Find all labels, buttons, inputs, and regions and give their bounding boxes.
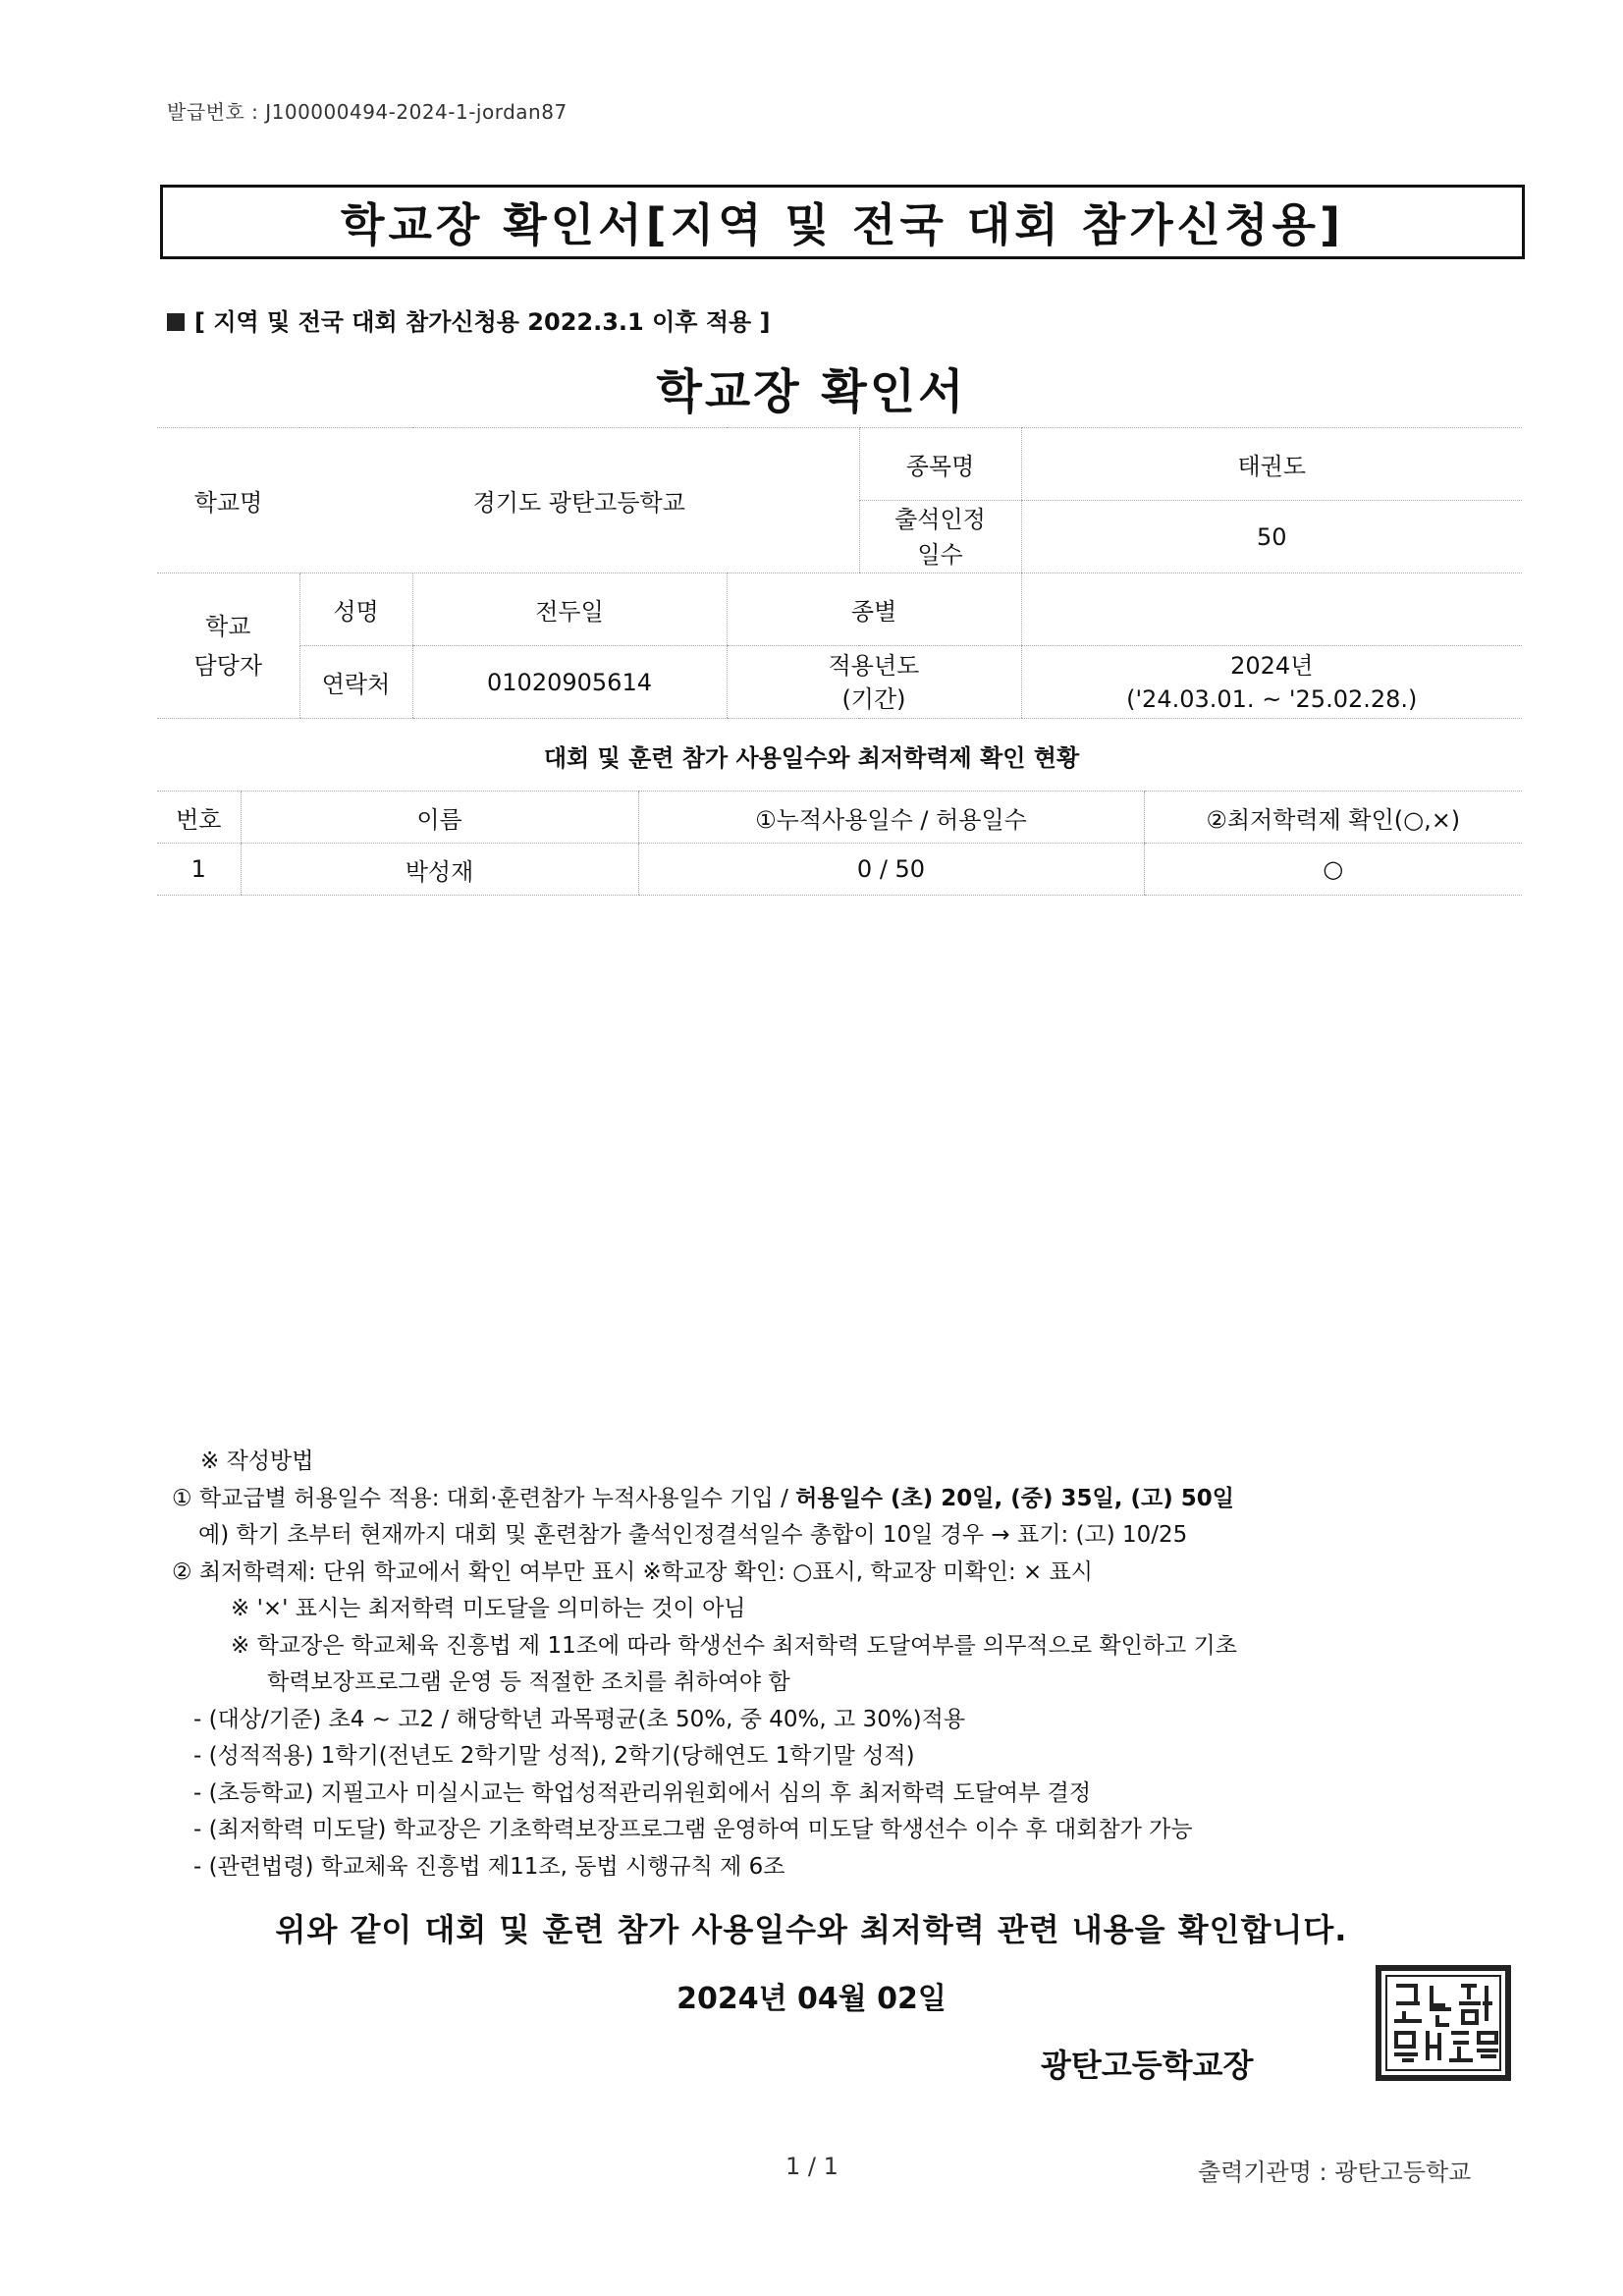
section-title: 대회 및 훈련 참가 사용일수와 최저학력제 확인 현황 (543, 744, 1080, 772)
contact-label: 연락처 (299, 646, 412, 719)
issue-date: 2024년 04월 02일 (676, 1982, 947, 2016)
row-days: 0 / 50 (638, 844, 1144, 896)
event-value: 태권도 (1021, 428, 1522, 501)
subtitle: [ 지역 및 전국 대회 참가신청용 2022.3.1 이후 적용 ] (194, 308, 771, 336)
year-label: 적용년도 (기간) (727, 646, 1021, 719)
note-line-2: 예) 학기 초부터 현재까지 대회 및 훈련참가 출석인정결석일수 총합이 10일 경우 → 표기: (고) 10/25 (198, 1522, 1188, 1548)
header-name: 이름 (241, 792, 638, 844)
header-no: 번호 (157, 792, 241, 844)
issue-number: 발급번호 : J100000494-2024-1-jordan87 (167, 100, 568, 124)
confirm-statement: 위와 같이 대회 및 훈련 참가 사용일수와 최저학력 관련 내용을 확인합니다. (275, 1911, 1348, 1948)
page-number: 1 / 1 (785, 2153, 839, 2180)
note-line-8: - (성적적용) 1학기(전년도 2학기말 성적), 2학기(당해연도 1학기말 성적) (193, 1743, 915, 1769)
school-label: 학교명 (157, 428, 299, 574)
note-line-11: - (관련법령) 학교체육 진흥법 제11조, 동법 시행규칙 제 6조 (193, 1853, 785, 1880)
school-seal-icon (1375, 1964, 1512, 2082)
note-line-3: ② 최저학력제: 단위 학교에서 확인 여부만 표시 ※학교장 확인: ○표시, 학교장 미확인: × 표시 (172, 1558, 1094, 1585)
note-line-1: ① 학교급별 허용일수 적용: 대회·훈련참가 누적사용일수 기입 / 허용일수 (초) 20일, (중) 35일, (고) 50일 (172, 1485, 1234, 1511)
principal-name: 광탄고등학교장 (1041, 2047, 1254, 2084)
kind-value (1021, 574, 1522, 646)
info-table (157, 427, 1522, 719)
table-header-row (157, 792, 1522, 844)
square-bullet-icon (167, 313, 185, 331)
document-title: 학교장 확인서 (656, 364, 967, 419)
event-label: 종목명 (859, 428, 1021, 501)
header-days: ①누적사용일수 / 허용일수 (638, 792, 1144, 844)
issuer-name: 출력기관명 : 광탄고등학교 (1198, 2159, 1472, 2186)
table-row (157, 844, 1522, 896)
note-line-9: - (초등학교) 지필고사 미실시교는 학업성적관리위원회에서 심의 후 최저학력 도달여부 결정 (193, 1779, 1092, 1806)
row-no: 1 (157, 844, 241, 896)
notes-heading: ※ 작성방법 (200, 1449, 314, 1474)
name-label: 성명 (299, 574, 412, 646)
usage-table (157, 791, 1522, 896)
attendance-label: 출석인정 일수 (859, 501, 1021, 574)
writing-instructions (172, 1444, 1237, 1886)
row-check: ○ (1144, 844, 1522, 896)
year-value: 2024년 ('24.03.01. ~ '25.02.28.) (1021, 646, 1522, 719)
note-line-10: - (최저학력 미도달) 학교장은 기초학력보장프로그램 운영하여 미도달 학생선수 이수 후 대회참가 가능 (193, 1817, 1193, 1842)
subtitle-line (167, 302, 771, 337)
note-line-5: ※ 학교장은 학교체육 진흥법 제 11조에 따라 학생선수 최저학력 도달여부를 의무적으로 확인하고 기초 (231, 1632, 1237, 1659)
attendance-value: 50 (1021, 501, 1522, 574)
name-value: 전두일 (412, 574, 727, 646)
note-line-7: - (대상/기준) 초4 ~ 고2 / 해당학년 과목평균(초 50%, 중 40%, 고 30%)적용 (193, 1706, 966, 1732)
header-check: ②최저학력제 확인(○,×) (1144, 792, 1522, 844)
note-line-4: ※ '×' 표시는 최저학력 미도달을 의미하는 것이 아님 (231, 1596, 746, 1621)
kind-label: 종별 (727, 574, 1021, 646)
note-line-6: 학력보장프로그램 운영 등 적절한 조치를 취하여야 함 (267, 1669, 790, 1695)
contact-value: 01020905614 (412, 646, 727, 719)
box-title: 학교장 확인서[지역 및 전국 대회 참가신청용] (160, 185, 1525, 259)
row-name: 박성재 (241, 844, 638, 896)
staff-label: 학교 담당자 (157, 574, 299, 719)
school-value: 경기도 광탄고등학교 (299, 428, 859, 574)
